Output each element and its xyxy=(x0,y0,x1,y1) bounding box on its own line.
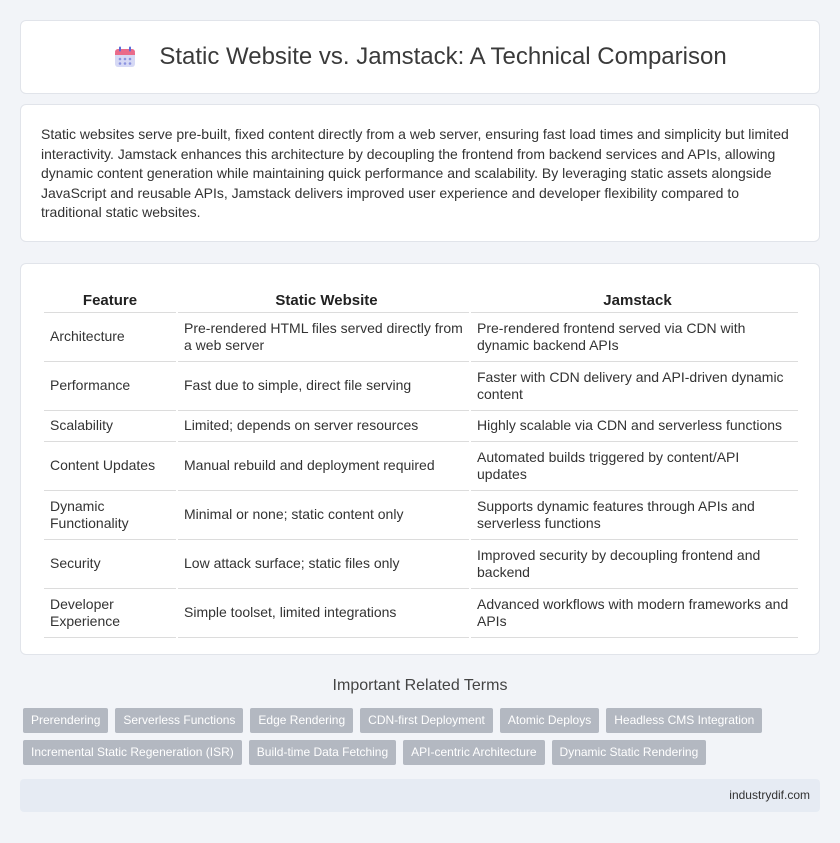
jamstack-cell: Supports dynamic features through APIs and serverless functions xyxy=(471,491,798,540)
comparison-table xyxy=(42,284,800,638)
static-cell: Simple toolset, limited integrations xyxy=(178,589,469,638)
table-row xyxy=(44,313,798,362)
jamstack-cell: Faster with CDN delivery and API-driven dynamic content xyxy=(471,362,798,411)
term-tag[interactable]: CDN-first Deployment xyxy=(360,708,493,733)
header-jamstack: Jamstack xyxy=(471,284,798,313)
title-card xyxy=(20,20,820,94)
related-terms-heading: Important Related Terms xyxy=(332,677,508,694)
static-cell: Pre-rendered HTML files served directly from a web server xyxy=(178,313,469,362)
intro-card xyxy=(20,104,820,242)
feature-cell: Performance xyxy=(44,362,176,411)
static-cell: Fast due to simple, direct file serving xyxy=(178,362,469,411)
feature-cell: Developer Experience xyxy=(44,589,176,638)
page-title: Static Website vs. Jamstack: A Technical Comparison xyxy=(159,43,727,70)
feature-cell: Content Updates xyxy=(44,442,176,491)
term-tag[interactable]: Edge Rendering xyxy=(250,708,353,733)
table-row xyxy=(44,589,798,638)
table-row xyxy=(44,540,798,589)
static-cell: Manual rebuild and deployment required xyxy=(178,442,469,491)
table-row xyxy=(44,442,798,491)
tag-row xyxy=(23,708,823,733)
table-row xyxy=(44,411,798,442)
term-tag[interactable]: Dynamic Static Rendering xyxy=(552,740,707,765)
term-tag[interactable]: Serverless Functions xyxy=(115,708,243,733)
term-tag[interactable]: Headless CMS Integration xyxy=(606,708,762,733)
static-cell: Low attack surface; static files only xyxy=(178,540,469,589)
static-cell: Limited; depends on server resources xyxy=(178,411,469,442)
term-tag[interactable]: Build-time Data Fetching xyxy=(249,740,396,765)
header-static-website: Static Website xyxy=(178,284,469,313)
feature-cell: Architecture xyxy=(44,313,176,362)
footer xyxy=(20,779,820,812)
jamstack-cell: Highly scalable via CDN and serverless functions xyxy=(471,411,798,442)
jamstack-cell: Improved security by decoupling frontend and backend xyxy=(471,540,798,589)
comparison-card xyxy=(20,263,820,655)
jamstack-cell: Pre-rendered frontend served via CDN with dynamic backend APIs xyxy=(471,313,798,362)
table-row xyxy=(44,362,798,411)
term-tag[interactable]: Atomic Deploys xyxy=(500,708,599,733)
header-feature: Feature xyxy=(44,284,176,313)
jamstack-cell: Advanced workflows with modern frameworks and APIs xyxy=(471,589,798,638)
footer-site-link[interactable]: industrydif.com xyxy=(729,788,810,802)
term-tag[interactable]: Incremental Static Regeneration (ISR) xyxy=(23,740,242,765)
calendar-icon xyxy=(113,45,137,69)
table-row xyxy=(44,491,798,540)
feature-cell: Security xyxy=(44,540,176,589)
intro-text: Static websites serve pre-built, fixed content directly from a web server, ensuring fast load times and simplicity but limited interactivity. Jamstack enhances this architecture by decoupling the frontend from backend services and APIs, allowing dynamic content generation while maintaining quick performance and scalability. By leveraging static assets alongside JavaScript and reusable APIs, Jamstack delivers improved user experience and developer flexibility compared to traditional static websites. xyxy=(41,126,789,220)
term-tag[interactable]: Prerendering xyxy=(23,708,108,733)
tag-row xyxy=(23,740,823,765)
feature-cell: Scalability xyxy=(44,411,176,442)
term-tag[interactable]: API-centric Architecture xyxy=(403,740,544,765)
related-terms-list xyxy=(23,708,823,772)
table-header-row xyxy=(44,284,798,313)
feature-cell: Dynamic Functionality xyxy=(44,491,176,540)
static-cell: Minimal or none; static content only xyxy=(178,491,469,540)
jamstack-cell: Automated builds triggered by content/API updates xyxy=(471,442,798,491)
